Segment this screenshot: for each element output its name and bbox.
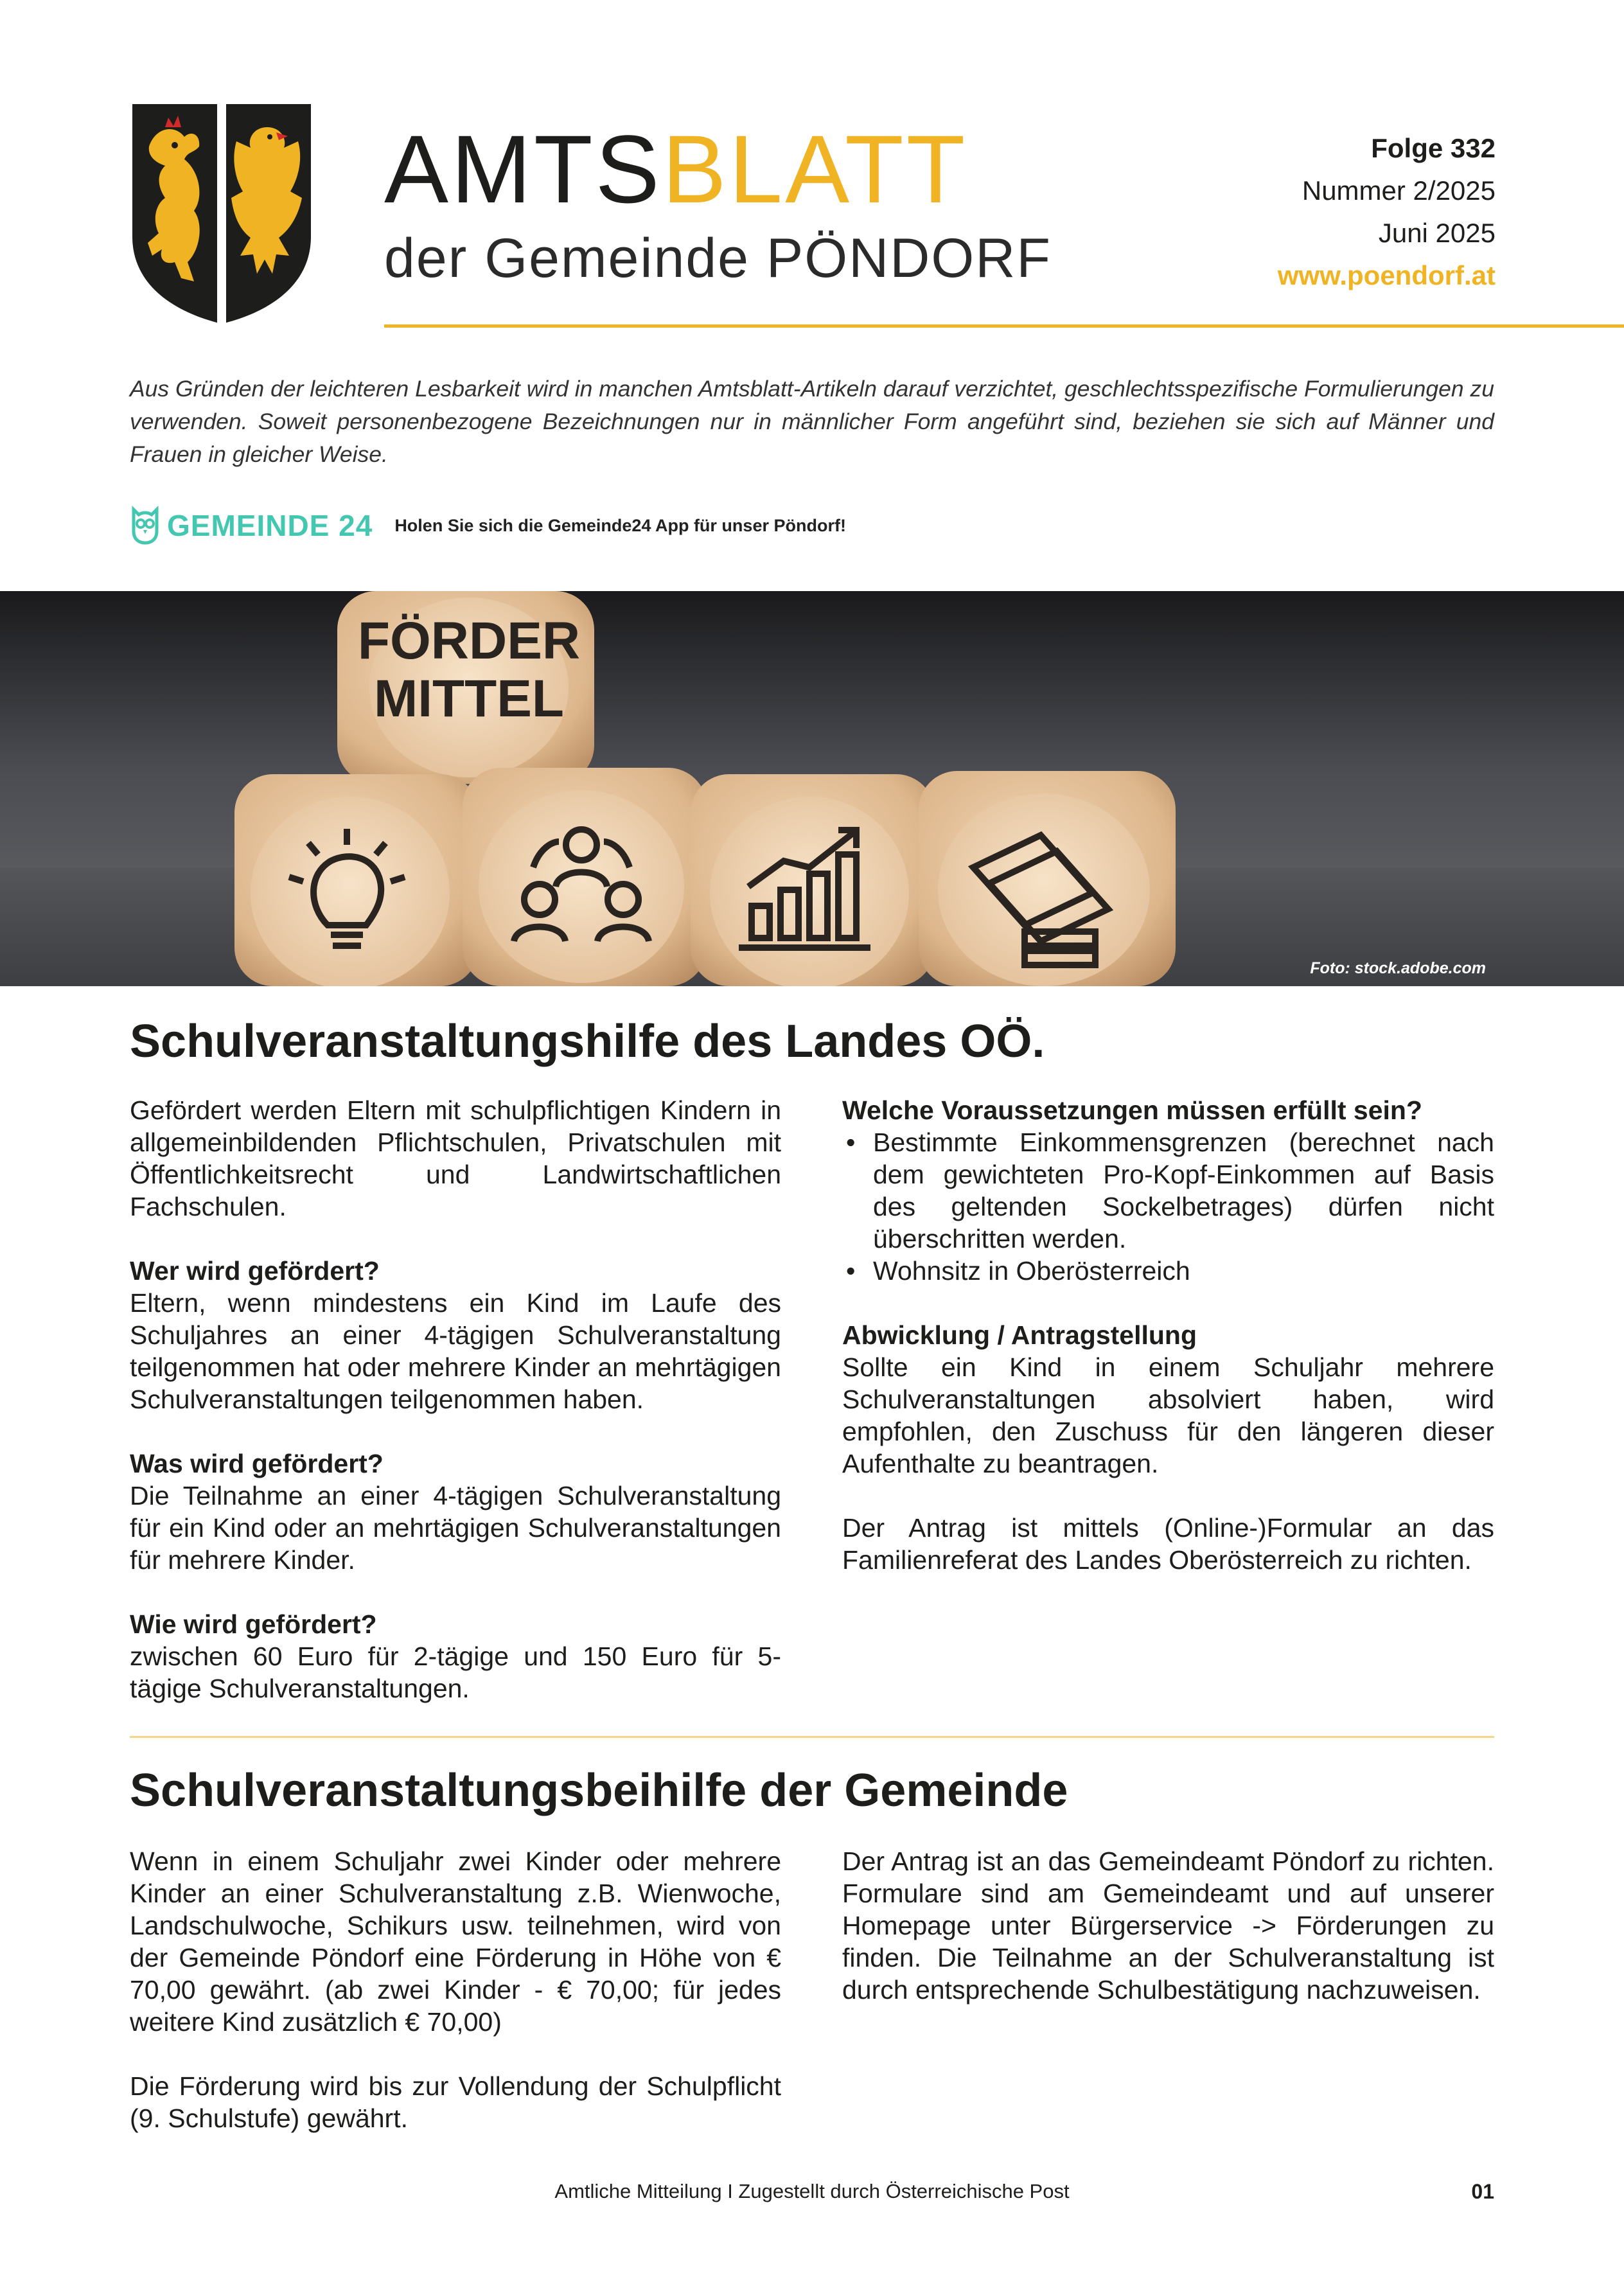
article1-proc bbox=[842, 1319, 1494, 1480]
article1-right-column bbox=[842, 1094, 1494, 1608]
article1-what-heading: Was wird gefördert? bbox=[130, 1449, 384, 1478]
issue-info bbox=[1278, 127, 1496, 297]
article1-what bbox=[130, 1447, 781, 1576]
article2-right-column bbox=[842, 1845, 1494, 2038]
article2-left-p1: Wenn in einem Schuljahr zwei Kinder oder mehrere Kinder an einer Schulveranstaltung z.B. Wienwoche, Landschulwoche, Schikurs usw. teilnehmen, wird von der Gemeinde Pöndorf eine Förderung in Höhe von € 70,00 gewährt. (ab zwei Kinder - € 70,00; für jedes weitere Kind zusätzlich € 70,00) bbox=[130, 1846, 781, 2037]
page-number: 01 bbox=[1471, 2180, 1494, 2203]
cube-text-mittel: MITTEL bbox=[373, 669, 565, 728]
gemeinde24-logo: GEMEINDE 24 bbox=[130, 506, 373, 545]
coat-of-arms-logo bbox=[130, 102, 313, 326]
article1-how-text: zwischen 60 Euro für 2-tägige und 150 Euro für 5-tägige Schulveranstaltungen. bbox=[130, 1642, 781, 1703]
issue-date: Juni 2025 bbox=[1378, 218, 1496, 248]
article2-title: Schulveranstaltungsbeihilfe der Gemeinde bbox=[130, 1765, 1068, 1816]
owl-icon bbox=[130, 506, 161, 545]
issue-folge: Folge 332 bbox=[1371, 133, 1496, 163]
publication-title: AMTSBLATT bbox=[384, 115, 968, 223]
article2-right-p1: Der Antrag ist an das Gemeindeamt Pöndorf zu richten. Formulare sind am Gemeindeamt und auf unserer Homepage unter Bürgerservice -> Förderungen zu finden. Die Teilnahme an der Schulveranstaltung ist durch entsprechende Schulbestätigung nachzuweisen. bbox=[842, 1846, 1494, 2005]
cube-chart bbox=[691, 774, 935, 986]
article2-left-p2: Die Förderung wird bis zur Vollendung der Schulpflicht (9. Schulstufe) gewährt. bbox=[130, 2071, 781, 2133]
article2-left-column bbox=[130, 1845, 781, 2166]
article1-left-column bbox=[130, 1094, 781, 1737]
foerdermittel-photo bbox=[0, 591, 1624, 986]
article1-who-heading: Wer wird gefördert? bbox=[130, 1256, 380, 1286]
cube-people bbox=[463, 768, 707, 986]
disclaimer-text: Aus Gründen der leichteren Lesbarkeit wird in manchen Amtsblatt-Artikeln darauf verzichtet, geschlechtsspezifische Formulierungen zu verwenden. Soweit personenbezogene Bezeichnungen nur in männlicher Form angeführt sind, beziehen sie sich auf Männer und Frauen in gleicher Weise. bbox=[130, 376, 1494, 467]
footer-text: Amtliche Mitteilung I Zugestellt durch Österreichische Post bbox=[554, 2180, 1070, 2202]
page-footer bbox=[130, 2180, 1494, 2212]
article1-title: Schulveranstaltungshilfe des Landes OÖ. bbox=[130, 1016, 1045, 1067]
article1-proc-text: Sollte ein Kind in einem Schuljahr mehrere Schulveranstaltungen absolviert haben, wird empfohlen, den Zuschuss für den längeren dieser Aufenthalte zu beantragen. bbox=[842, 1352, 1494, 1478]
gemeinde24-promo: Holen Sie sich die Gemeinde24 App für unser Pöndorf! bbox=[394, 515, 846, 535]
website-link[interactable]: www.poendorf.at bbox=[1277, 260, 1496, 290]
list-item: • Bestimmte Einkommensgrenzen (berechnet nach dem gewichteten Pro-Kopf-Einkommen auf Basis des geltenden Sockelbetrages) dürfen nicht überschritten werden. bbox=[842, 1126, 1494, 1255]
issue-number: Nummer 2/2025 bbox=[1302, 175, 1496, 206]
article1-proc-text2: Der Antrag ist mittels (Online-)Formular an das Familienreferat des Landes Oberösterreich zu richten. bbox=[842, 1513, 1494, 1575]
article1-how bbox=[130, 1608, 781, 1704]
article1-who bbox=[130, 1255, 781, 1415]
top-cube bbox=[337, 591, 594, 784]
article1-what-text: Die Teilnahme an einer 4-tägigen Schulveranstaltung für ein Kind oder an mehrtägigen Schulveranstaltungen für mehrere Kinder. bbox=[130, 1481, 781, 1575]
article-divider bbox=[130, 1736, 1494, 1738]
publication-subtitle: der Gemeinde PÖNDORF bbox=[384, 227, 1052, 289]
article1-who-text: Eltern, wenn mindestens ein Kind im Laufe des Schuljahres an einer 4-tägigen Schulveranstaltung teilgenommen hat oder mehrere Kinder an mehrtägigen Schulveranstaltungen teilgenommen haben. bbox=[130, 1288, 781, 1414]
article1-req-list bbox=[842, 1126, 1494, 1287]
article1-intro: Gefördert werden Eltern mit schulpflichtigen Kindern in allgemeinbildenden Pflichtschulen, Privatschulen mit Öffentlichkeitsrecht und Landwirtschaftlichen Fachschulen. bbox=[130, 1095, 781, 1221]
article1-req-heading: Welche Voraussetzungen müssen erfüllt sein? bbox=[842, 1095, 1422, 1125]
cube-lightbulb bbox=[234, 774, 479, 986]
cube-text-foerder: FÖRDER bbox=[357, 612, 581, 670]
list-item: • Wohnsitz in Oberösterreich bbox=[842, 1255, 1494, 1287]
article1-how-heading: Wie wird gefördert? bbox=[130, 1609, 377, 1639]
article1-proc-heading: Abwicklung / Antragstellung bbox=[842, 1320, 1197, 1350]
gemeinde24-banner[interactable] bbox=[130, 502, 846, 549]
cube-money bbox=[919, 771, 1176, 986]
header-divider bbox=[384, 324, 1624, 328]
photo-credit: Foto: stock.adobe.com bbox=[1310, 959, 1486, 977]
